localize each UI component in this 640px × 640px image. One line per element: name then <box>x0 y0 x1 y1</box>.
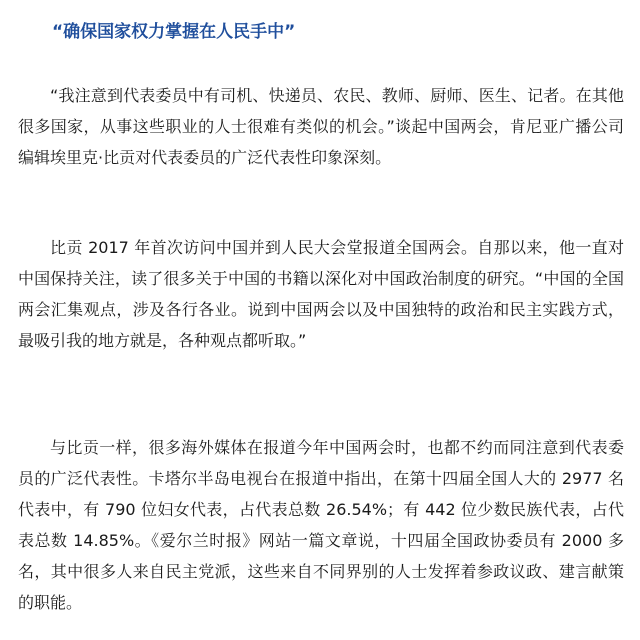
article-paragraph-3: 与比贡一样，很多海外媒体在报道今年中国两会时，也都不约而同注意到代表委员的广泛代表性。卡塔尔半岛电视台在报道中指出，在第十四届全国人大的 2977 名代表中，有 790 位妇女代表，占代表总数 26.54%；有 442 位少数民族代表，占代表总数 14.85%。《爱尔兰时报》网站一篇文章说，十四届全国政协委员有 2000 多名，其中很多人来自民主党派，这些来自不同界别的人士发挥着参政议政、建言献策的职能。 <box>18 438 624 612</box>
article-paragraph-1: “我注意到代表委员中有司机、快递员、农民、教师、厨师、医生、记者。在其他很多国家，从事这些职业的人士很难有类似的机会。”谈起中国两会，肯尼亚广播公司编辑埃里克·比贡对代表委员的广泛代表性印象深刻。 <box>18 86 624 167</box>
article-paragraph-2: 比贡 2017 年首次访问中国并到人民大会堂报道全国两会。自那以来，他一直对中国保持关注，读了很多关于中国的书籍以深化对中国政治制度的研究。“中国的全国两会汇集观点，涉及各行各业。说到中国两会以及中国独特的政治和民主实践方式，最吸引我的地方就是，各种观点都听取。” <box>18 238 624 350</box>
article-headline: “确保国家权力掌握在人民手中” <box>52 22 296 42</box>
